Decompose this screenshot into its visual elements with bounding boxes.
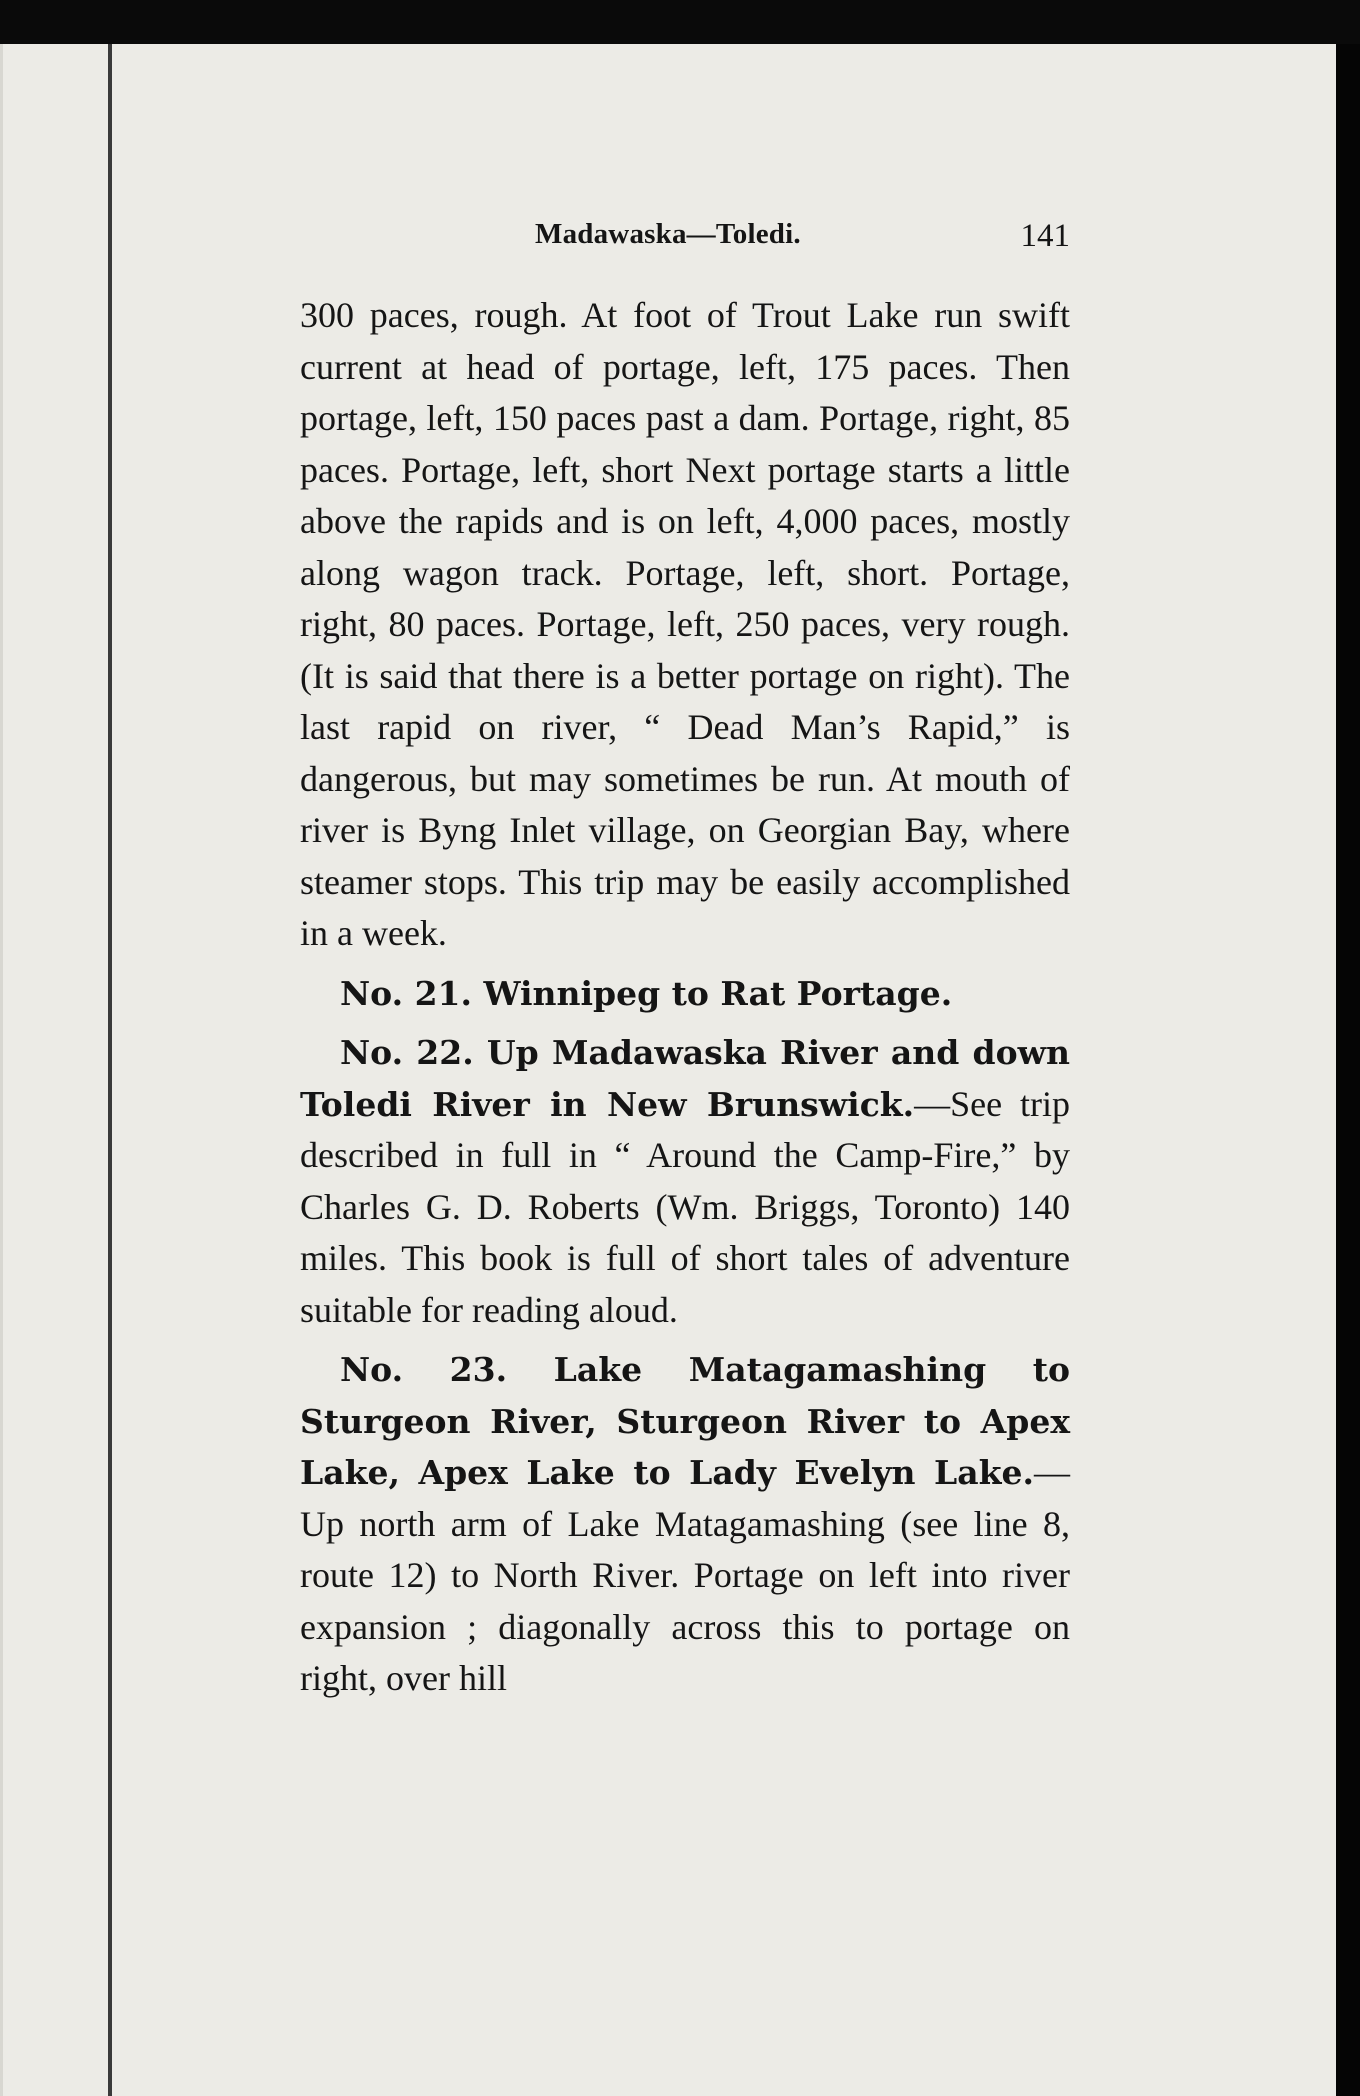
route-entry-23 (300, 1344, 1070, 1705)
running-title: Madawaska—Toledi. (535, 218, 801, 250)
paragraph-continued: 300 paces, rough. At foot of Trout Lake run swift current at head of portage, left, 175 paces. Then portage, left, 150 paces past a dam. Portage, right, 85 paces. Portage, left, short Next portage starts a little above the rapids and is on left, 4,000 paces, mostly along wagon track. Portage, left, short. Portage, right, 80 paces. Portage, left, 250 paces, very rough. (It is said that there is a better portage on right). The last rapid on river, “ Dead Man’s Rapid,” is dangerous, but may sometimes be run. At mouth of river is Byng Inlet village, on Georgian Bay, where steamer stops. This trip may be easily accomplished in a week. (300, 295, 1070, 953)
body-text (300, 290, 1070, 1705)
page-gutter-line (108, 44, 112, 2096)
route-body-22: —See trip described in full in “ Around the Camp-Fire,” by Charles G. D. Roberts (Wm. Briggs, Toronto) 140 miles. This book is full of short tales of adventure suitable for reading aloud. (300, 1083, 1070, 1330)
page-number: 141 (1020, 218, 1070, 254)
page-edge-shadow (1336, 44, 1360, 2096)
route-heading-21: No. 21. Winnipeg to Rat Portage. (340, 973, 953, 1013)
page-header (535, 218, 1070, 262)
route-heading-23: No. 23. Lake Matagamashing to Sturgeon River, Sturgeon River to Apex Lake, Apex Lake to Lady Evelyn Lake. (300, 1350, 1070, 1492)
route-heading-22: No. 22. Up Madawaska River and down Toledi River in New Brunswick. (300, 1033, 1070, 1124)
route-entry-21 (300, 968, 1070, 1020)
route-entry-22 (300, 1027, 1070, 1336)
route-body-23: —Up north arm of Lake Matagamashing (see line 8, route 12) to North River. Portage on left into river expansion ; diagonally across this to portage on right, over hill (300, 1452, 1070, 1698)
